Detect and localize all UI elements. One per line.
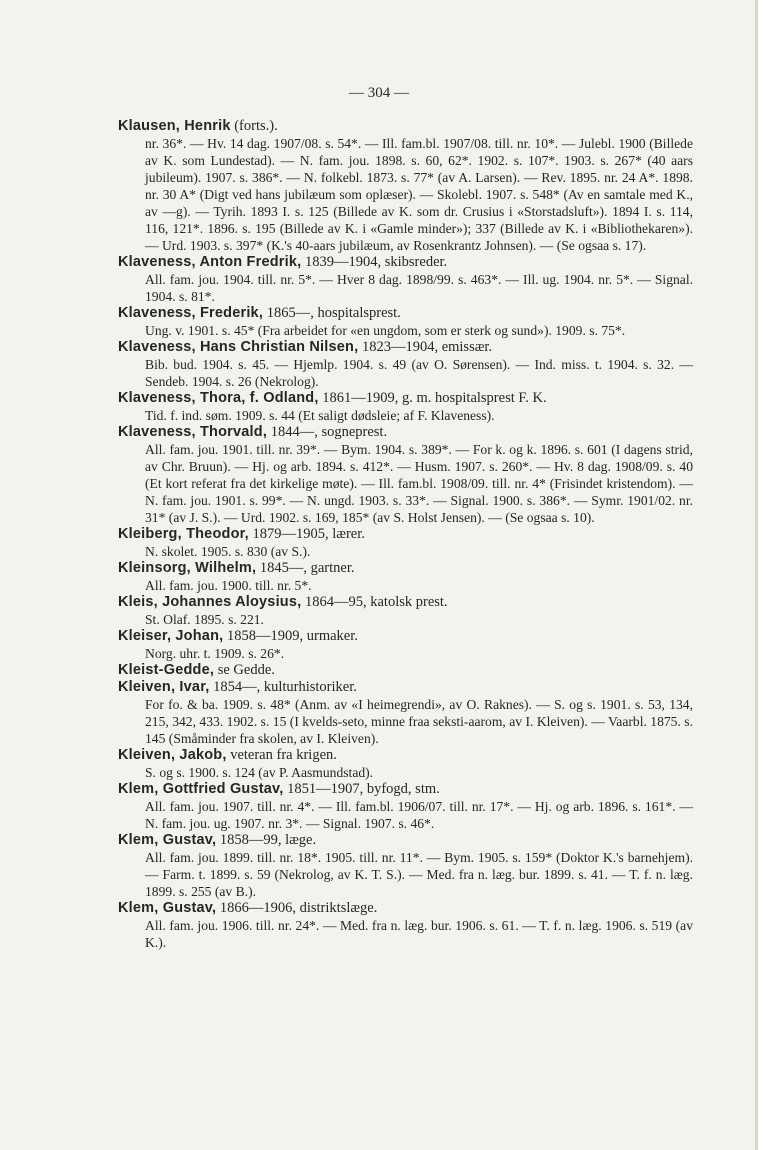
entry-references: N. skolet. 1905. s. 830 (av S.). <box>145 544 311 559</box>
entry-heading <box>118 679 693 696</box>
index-entry <box>118 560 693 594</box>
entry-description: 1845—, gartner. <box>256 560 355 576</box>
entry-references: nr. 36*. — Hv. 14 dag. 1907/08. s. 54*. — Ill. fam.bl. 1907/08. till. nr. 10*. — Julebl. 1900 (Billede av K. som Lundestad). — N. fam. jou. 1898. s. 60, 62*. 1902. s. 107*. 1903. s. 267* (40 aars jubileum). 1907. s. 386*. — N. folkebl. 1873. s. 77* (av A. Larsen). — Rev. 1895. nr. 24 A*. 1898. nr. 30 A* (Digt ved hans jubilæum som oplæser). — Skolebl. 1907. s. 548* (Av en samtale med K., av —g). — Tyrih. 1893 I. s. 125 (Billede av K. som dr. Crusius i «Storstadsluft»). 1894 I. s. 114, 116, 121*. 1896. s. 195 (Billede av K. i «Gamle minder»); 337 (Billede av K. i «Bibliothekaren»). — Urd. 1903. s. 397* (K.'s 40-aars jubilæum, av Rosenkrantz Johnsen). — (Se ogsaa s. 17). <box>145 136 693 253</box>
entry-name: Kleiven, Ivar, <box>118 679 210 695</box>
entry-references: All. fam. jou. 1906. till. nr. 24*. — Med. fra n. læg. bur. 1906. s. 61. — T. f. n. læg. 1906. s. 519 (av K.). <box>145 918 693 950</box>
entry-description: veteran fra krigen. <box>226 747 337 763</box>
entry-description: 1864—95, katolsk prest. <box>301 594 448 610</box>
entry-description: 1861—1909, g. m. hospitalsprest F. K. <box>318 390 547 406</box>
index-entry <box>118 628 693 662</box>
index-entry <box>118 662 693 679</box>
entry-name: Klaveness, Thorvald, <box>118 424 268 440</box>
entry-name: Klaveness, Thora, f. Odland, <box>118 390 319 406</box>
entry-references: St. Olaf. 1895. s. 221. <box>145 612 264 627</box>
entry-description: 1854—, kulturhistoriker. <box>209 679 357 695</box>
entry-name: Klaveness, Hans Christian Nilsen, <box>118 339 359 355</box>
entry-heading <box>118 526 693 543</box>
entry-heading <box>118 594 693 611</box>
entry-name: Kleiven, Jakob, <box>118 747 227 763</box>
entry-name: Klaveness, Frederik, <box>118 305 264 321</box>
index-entry <box>118 900 693 951</box>
entry-name: Klem, Gustav, <box>118 900 217 916</box>
entry-references: All. fam. jou. 1904. till. nr. 5*. — Hver 8 dag. 1898/99. s. 463*. — Ill. ug. 1904. nr. 5*. — Signal. 1904. s. 81*. <box>145 272 693 304</box>
entry-description: (forts.). <box>230 118 278 134</box>
entry-heading <box>118 118 693 135</box>
entry-references: Ung. v. 1901. s. 45* (Fra arbeidet for «en ungdom, som er sterk og sund»). 1909. s. 75*. <box>145 323 626 338</box>
index-entry <box>118 832 693 900</box>
index-entry <box>118 254 693 305</box>
index-entry <box>118 747 693 781</box>
entry-description: 1823—1904, emissær. <box>358 339 493 355</box>
entry-heading <box>118 390 693 407</box>
entry-name: Klem, Gottfried Gustav, <box>118 781 284 797</box>
entry-references: All. fam. jou. 1907. till. nr. 4*. — Ill. fam.bl. 1906/07. till. nr. 17*. — Hj. og arb. 1896. s. 161*. — N. fam. jou. ug. 1907. nr. 3*. — Signal. 1907. s. 46*. <box>145 799 693 831</box>
entry-references: Tid. f. ind. søm. 1909. s. 44 (Et saligt dødsleie; af F. Klaveness). <box>145 408 495 423</box>
entry-name: Kleis, Johannes Aloysius, <box>118 594 302 610</box>
entry-name: Klem, Gustav, <box>118 832 217 848</box>
entry-name: Kleist-Gedde, <box>118 662 215 678</box>
index-entries <box>118 118 693 951</box>
entry-name: Klausen, Henrik <box>118 118 231 134</box>
entry-name: Kleiser, Johan, <box>118 628 224 644</box>
entry-heading <box>118 339 693 356</box>
entry-description: 1858—1909, urmaker. <box>223 628 358 644</box>
entry-name: Kleiberg, Theodor, <box>118 526 249 542</box>
entry-heading <box>118 254 693 271</box>
entry-heading <box>118 560 693 577</box>
index-entry <box>118 390 693 424</box>
entry-heading <box>118 424 693 441</box>
entry-references: Norg. uhr. t. 1909. s. 26*. <box>145 646 285 661</box>
index-entry <box>118 118 693 254</box>
entry-heading <box>118 662 693 679</box>
entry-references: All. fam. jou. 1899. till. nr. 18*. 1905. till. nr. 11*. — Bym. 1905. s. 159* (Doktor K.'s barnehjem). — Farm. t. 1899. s. 59 (Nekrolog, av K. T. S.). — Med. fra n. læg. bur. 1899. s. 41. — T. f. n. læg. 1899. s. 255 (av B.). <box>145 850 693 899</box>
entry-heading <box>118 832 693 849</box>
entry-heading <box>118 781 693 798</box>
entry-description: 1865—, hospitalsprest. <box>263 305 401 321</box>
index-entry <box>118 305 693 339</box>
entry-references: For fo. & ba. 1909. s. 48* (Anm. av «I heimegrendi», av O. Raknes). — S. og s. 1901. s. 53, 134, 215, 342, 433. 1902. s. 15 (I kvelds-seto, minne fraa seksti-aarom, av I. Kleiven). — Vaarbl. 1875. s. 145 (Småminder fra skolen, av I. Kleiven). <box>145 697 693 746</box>
index-entry <box>118 339 693 390</box>
entry-description: 1858—99, læge. <box>216 832 317 848</box>
page-number: — 304 — <box>349 85 409 101</box>
entry-description: 1844—, sogneprest. <box>267 424 388 440</box>
index-entry <box>118 526 693 560</box>
entry-references: All. fam. jou. 1900. till. nr. 5*. <box>145 578 312 593</box>
entry-heading <box>118 900 693 917</box>
index-entry <box>118 679 693 747</box>
entry-description: 1879—1905, lærer. <box>248 526 365 542</box>
entry-heading <box>118 305 693 322</box>
entry-heading <box>118 628 693 645</box>
entry-name: Kleinsorg, Wilhelm, <box>118 560 257 576</box>
entry-heading <box>118 747 693 764</box>
entry-description: se Gedde. <box>214 662 275 678</box>
index-entry <box>118 594 693 628</box>
index-entry <box>118 781 693 832</box>
entry-references: S. og s. 1900. s. 124 (av P. Aasmundstad). <box>145 765 374 780</box>
entry-references: All. fam. jou. 1901. till. nr. 39*. — Bym. 1904. s. 389*. — For k. og k. 1896. s. 601 (I dagens strid, av Chr. Bruun). — Hj. og arb. 1894. s. 412*. — Husm. 1907. s. 260*. — Hv. 8 dag. 1908/09. s. 40 (Et kort referat fra det kirkelige møte). — Ill. fam.bl. 1908/09. till. nr. 4* (Frisindet kristendom). — N. fam. jou. 1901. s. 99*. — N. ungd. 1903. s. 33*. — Signal. 1900. s. 386*. — Symr. 1901/02. nr. 31* (av J. S.). — Urd. 1902. s. 169, 185* (av S. Holst Jensen). — (Se ogsaa s. 10). <box>145 442 693 525</box>
entry-description: 1839—1904, skibsreder. <box>301 254 448 270</box>
entry-description: 1851—1907, byfogd, stm. <box>283 781 440 797</box>
index-entry <box>118 424 693 526</box>
entry-description: 1866—1906, distriktslæge. <box>216 900 378 916</box>
entry-references: Bib. bud. 1904. s. 45. — Hjemlp. 1904. s. 49 (av O. Sørensen). — Ind. miss. t. 1904. s. 32. — Sendeb. 1904. s. 26 (Nekrolog). <box>145 357 693 389</box>
entry-name: Klaveness, Anton Fredrik, <box>118 254 302 270</box>
